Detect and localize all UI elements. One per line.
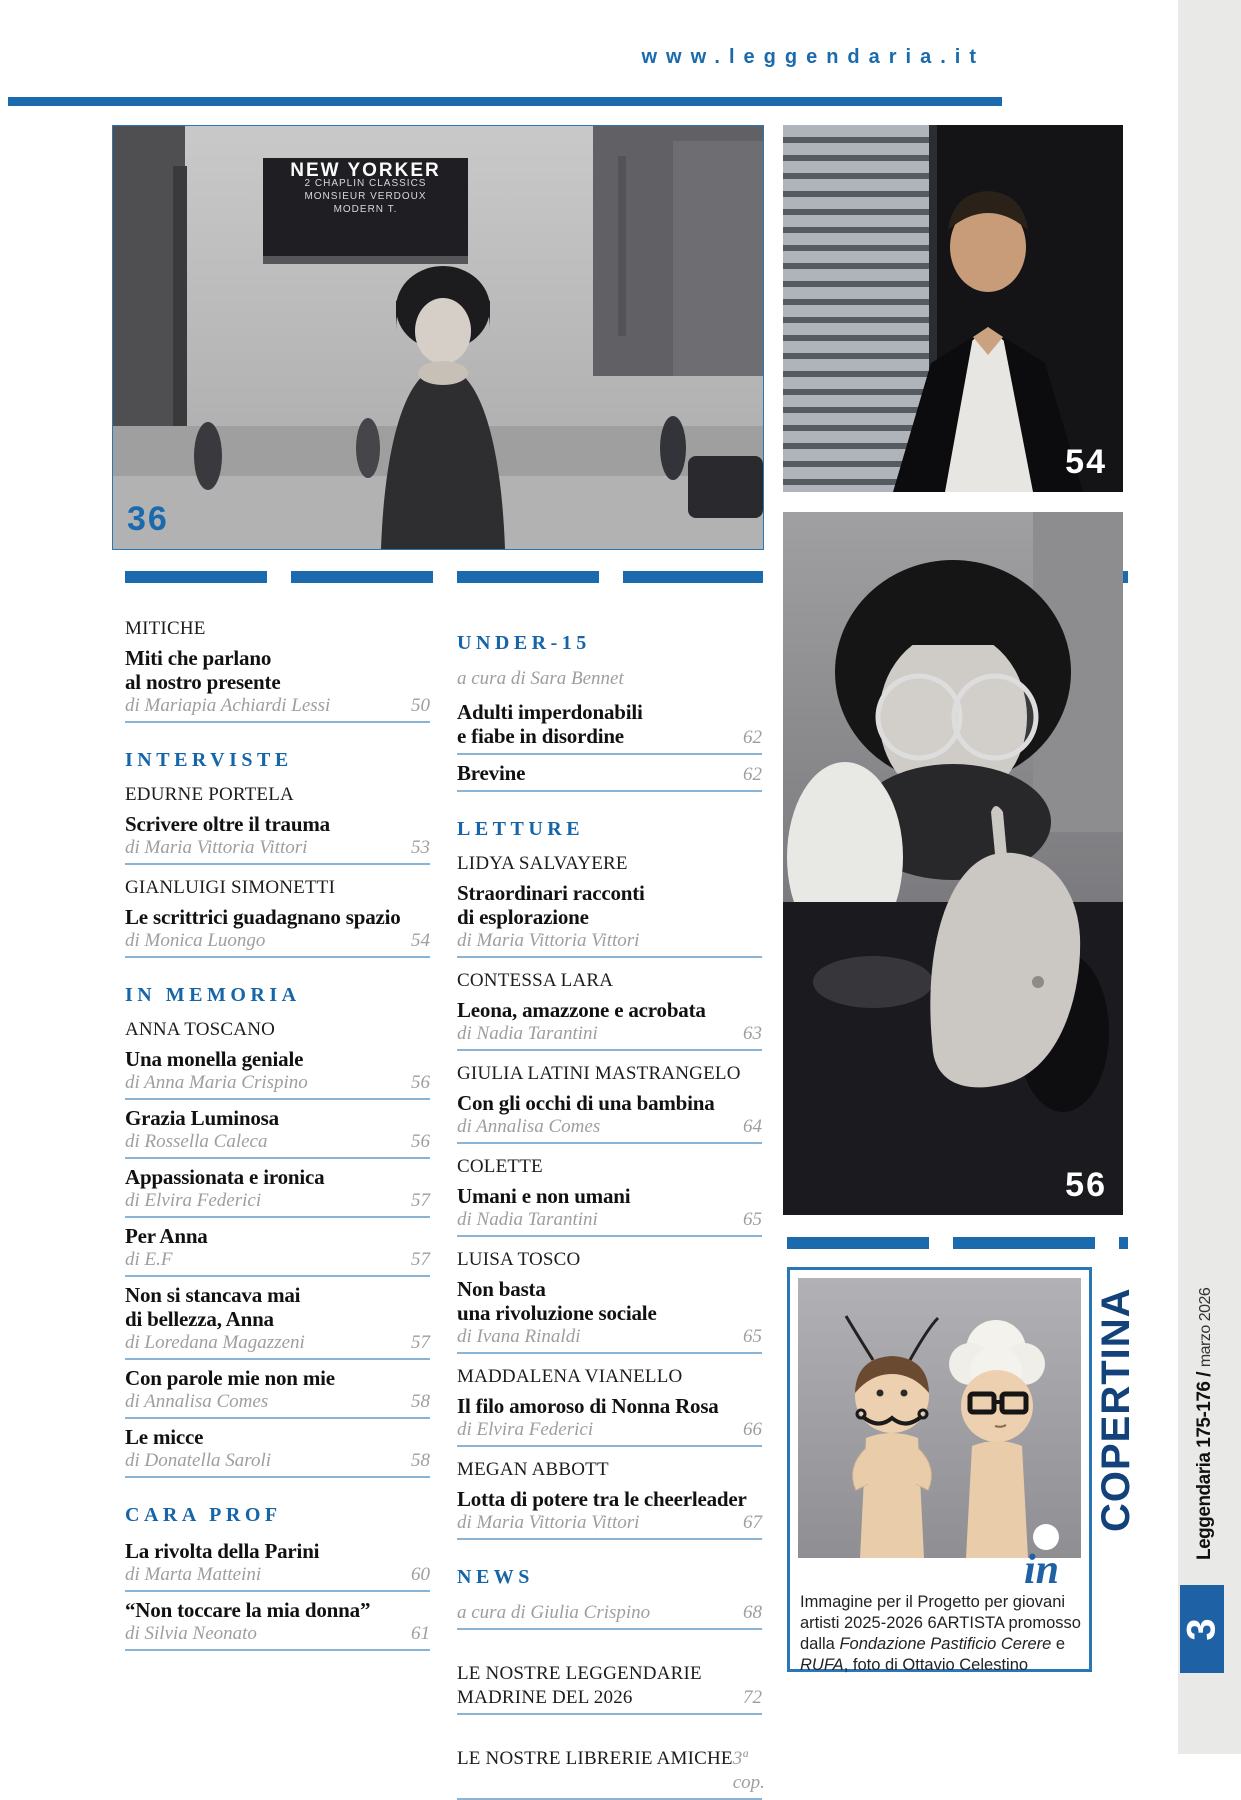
toc-kicker: EDURNE PORTELA bbox=[125, 784, 294, 805]
toc-item-author: di Donatella Saroli bbox=[125, 1450, 272, 1471]
toc-section-header: CARA PROF bbox=[125, 1504, 282, 1526]
toc-item-title: Con parole mie non mie bbox=[125, 1366, 335, 1390]
spine-issue-date: marzo 2026 bbox=[1197, 1287, 1214, 1368]
toc-curator-row bbox=[457, 667, 762, 694]
toc-entry bbox=[125, 1425, 430, 1478]
caption-text: e bbox=[1051, 1635, 1066, 1653]
toc-kicker: MEGAN ABBOTT bbox=[457, 1459, 609, 1480]
marquee-line: NEW YORKER bbox=[290, 160, 441, 181]
toc-kicker: CONTESSA LARA bbox=[457, 970, 614, 991]
toc-item-title: Leona, amazzone e acrobata bbox=[457, 998, 706, 1022]
toc-kicker: LIDYA SALVAYERE bbox=[457, 853, 628, 874]
caption-text: , foto di Ottavio Celestino bbox=[843, 1656, 1029, 1674]
toc-item-title: Brevine bbox=[457, 761, 526, 785]
toc-kicker: GIULIA LATINI MASTRANGELO bbox=[457, 1063, 741, 1084]
toc-kicker: COLETTE bbox=[457, 1156, 543, 1177]
toc-item-author: di Maria Vittoria Vittori bbox=[457, 1512, 640, 1533]
toc-item-title: LE NOSTRE LIBRERIE AMICHE bbox=[457, 1748, 733, 1769]
toc-underline-row bbox=[125, 929, 430, 958]
toc-underline-row bbox=[125, 1189, 430, 1218]
toc-item-title: Straordinari racconti bbox=[457, 881, 645, 905]
dash-row-left bbox=[125, 571, 763, 583]
photo-page-number-36: 36 bbox=[127, 500, 169, 538]
toc-underline-row bbox=[125, 1390, 430, 1419]
toc-underline-row bbox=[125, 694, 430, 723]
toc-item-page: 64 bbox=[743, 1116, 762, 1137]
toc-entry bbox=[125, 812, 430, 865]
toc-item-author: di Mariapia Achiardi Lessi bbox=[125, 695, 331, 716]
toc-kicker: MADDALENA VIANELLO bbox=[457, 1366, 683, 1387]
toc-item-title: Non basta bbox=[457, 1277, 546, 1301]
toc-entry bbox=[125, 1539, 430, 1592]
toc-item-title: Una monella geniale bbox=[125, 1047, 304, 1071]
toc-entry bbox=[457, 1394, 762, 1447]
toc-underline-row bbox=[125, 1248, 430, 1277]
toc-item-page: 62 bbox=[743, 727, 762, 748]
toc-entry bbox=[457, 700, 762, 755]
toc-entry bbox=[457, 1747, 765, 1800]
toc-entry bbox=[125, 1165, 430, 1218]
toc-kicker: LUISA TOSCO bbox=[457, 1249, 581, 1270]
toc-underline-row bbox=[125, 836, 430, 865]
toc-column-middle bbox=[457, 606, 765, 1800]
toc-entry bbox=[457, 998, 762, 1051]
in-logo: in bbox=[1024, 1547, 1060, 1593]
toc-item-page: 66 bbox=[743, 1419, 762, 1440]
toc-column-left bbox=[125, 606, 430, 1651]
toc-item-author: di Anna Maria Crispino bbox=[125, 1072, 308, 1093]
toc-item-page: 67 bbox=[743, 1512, 762, 1533]
caption-text: Immagine per il Progetto per giovani artisti 2025-2026 6ARTISTA promosso dalla bbox=[800, 1593, 1081, 1653]
toc-entry bbox=[125, 1224, 430, 1277]
toc-item-page: 50 bbox=[411, 695, 430, 716]
toc-underline-row bbox=[457, 1686, 762, 1715]
toc-item-page: 53 bbox=[411, 837, 430, 858]
toc-item-page: 57 bbox=[411, 1249, 430, 1270]
toc-item-page: 60 bbox=[411, 1564, 430, 1585]
toc-item-title: Scrivere oltre il trauma bbox=[125, 812, 330, 836]
page-number-box bbox=[1180, 1585, 1224, 1673]
toc-item-author: di Annalisa Comes bbox=[457, 1116, 601, 1137]
toc-item-title: Per Anna bbox=[125, 1224, 208, 1248]
toc-item-page: 63 bbox=[743, 1023, 762, 1044]
toc-item-title: La rivolta della Parini bbox=[125, 1539, 320, 1563]
toc-item-title: Con gli occhi di una bambina bbox=[457, 1091, 715, 1115]
toc-underline-row bbox=[457, 761, 762, 792]
toc-item-title: “Non toccare la mia donna” bbox=[125, 1598, 371, 1622]
toc-entry bbox=[125, 1598, 430, 1651]
toc-item-title: una rivoluzione sociale bbox=[457, 1301, 657, 1325]
caption-italic: RUFA bbox=[800, 1656, 844, 1674]
marquee-line: 2 CHAPLIN CLASSICS bbox=[304, 178, 427, 189]
toc-item-author: di Nadia Tarantini bbox=[457, 1023, 598, 1044]
toc-section-header: INTERVISTE bbox=[125, 749, 293, 771]
toc-item-page: 56 bbox=[411, 1131, 430, 1152]
toc-item-title: Grazia Luminosa bbox=[125, 1106, 279, 1130]
toc-item-page: 56 bbox=[411, 1072, 430, 1093]
copertina-caption bbox=[800, 1592, 1082, 1676]
cinema-marquee bbox=[263, 158, 468, 256]
toc-underline-row bbox=[457, 1208, 762, 1237]
two-toddlers-illustration bbox=[798, 1278, 1081, 1558]
copertina-image bbox=[798, 1278, 1081, 1558]
toc-item-author: di Nadia Tarantini bbox=[457, 1209, 598, 1230]
toc-item-author: di Elvira Federici bbox=[125, 1190, 262, 1211]
toc-item-page: 57 bbox=[411, 1332, 430, 1353]
toc-item-title: Non si stancava mai bbox=[125, 1283, 301, 1307]
toc-item-author: di Elvira Federici bbox=[457, 1419, 594, 1440]
toc-underline-row bbox=[457, 724, 762, 755]
toc-underline-row bbox=[457, 929, 762, 958]
toc-item-page: 58 bbox=[411, 1391, 430, 1412]
toc-item-title: MADRINE DEL 2026 bbox=[457, 1687, 633, 1708]
toc-item-title: Le micce bbox=[125, 1425, 204, 1449]
toc-item-page: 57 bbox=[411, 1190, 430, 1211]
toc-item-title: Miti che parlano bbox=[125, 646, 272, 670]
toc-item-page: 54 bbox=[411, 930, 430, 951]
page-number: 3 bbox=[1179, 1617, 1224, 1641]
toc-item-page: 61 bbox=[411, 1623, 430, 1644]
toc-item-author: di Maria Vittoria Vittori bbox=[125, 837, 308, 858]
toc-underline-row bbox=[457, 1115, 762, 1144]
toc-section-header: LETTURE bbox=[457, 818, 585, 840]
toc-item-page: 58 bbox=[411, 1450, 430, 1471]
photo-page-number-54: 54 bbox=[1065, 443, 1107, 481]
toc-underline-row bbox=[125, 1622, 430, 1651]
toc-underline-row bbox=[125, 1331, 430, 1360]
toc-underline-row bbox=[457, 1022, 762, 1051]
toc-section-header: IN MEMORIA bbox=[125, 984, 301, 1006]
toc-item-title: Appassionata e ironica bbox=[125, 1165, 325, 1189]
toc-kicker: MITICHE bbox=[125, 618, 206, 639]
toc-item-author: di Ivana Rinaldi bbox=[457, 1326, 581, 1347]
toc-entry bbox=[457, 761, 762, 792]
toc-underline-row bbox=[125, 1449, 430, 1478]
caption-italic: Fondazione Pastificio Cerere bbox=[839, 1635, 1052, 1653]
toc-item-title: Umani e non umani bbox=[457, 1184, 631, 1208]
toc-entry bbox=[125, 646, 430, 723]
toc-entry bbox=[125, 1366, 430, 1419]
toc-item-title: Lotta di potere tra le cheerleader bbox=[457, 1487, 747, 1511]
toc-underline-row bbox=[457, 1511, 762, 1540]
toc-item-author: di Rossella Caleca bbox=[125, 1131, 268, 1152]
toc-item-title: Il filo amoroso di Nonna Rosa bbox=[457, 1394, 719, 1418]
toc-entry bbox=[457, 1601, 762, 1630]
toc-underline-row bbox=[457, 1325, 762, 1354]
toc-entry bbox=[125, 905, 430, 958]
photo-street-newyork bbox=[112, 125, 764, 550]
toc-entry bbox=[457, 881, 762, 958]
woman-portrait-illustration bbox=[783, 512, 1123, 1215]
toc-curator: a cura di Giulia Crispino bbox=[457, 1602, 651, 1623]
toc-item-page: 65 bbox=[743, 1209, 762, 1230]
marquee-line: MONSIEUR VERDOUX bbox=[304, 191, 427, 202]
copertina-vertical-label: COPERTINA bbox=[1094, 1287, 1138, 1532]
toc-entry bbox=[457, 1487, 762, 1540]
toc-item-page: 68 bbox=[743, 1602, 762, 1623]
toc-underline-row bbox=[457, 1747, 765, 1800]
toc-section-header: NEWS bbox=[457, 1566, 534, 1588]
toc-underline-row bbox=[125, 1130, 430, 1159]
dash-row-copertina bbox=[787, 1237, 1128, 1249]
toc-underline-row bbox=[125, 1563, 430, 1592]
toc-entry bbox=[457, 1662, 762, 1715]
toc-item-author: di Marta Matteini bbox=[125, 1564, 262, 1585]
toc-entry bbox=[457, 667, 762, 694]
man-portrait-illustration bbox=[783, 125, 1123, 492]
toc-entry bbox=[457, 1184, 762, 1237]
toc-item-author: di Silvia Neonato bbox=[125, 1623, 257, 1644]
toc-entry bbox=[125, 1106, 430, 1159]
toc-kicker: ANNA TOSCANO bbox=[125, 1019, 276, 1040]
photo-woman-glasses bbox=[783, 512, 1123, 1215]
photo-man-portrait bbox=[783, 125, 1123, 492]
toc-item-title: Le scrittrici guadagnano spazio bbox=[125, 905, 401, 929]
spine-issue-text bbox=[1194, 1288, 1216, 1560]
toc-item-author: di Loredana Magazzeni bbox=[125, 1332, 305, 1353]
magazine-url: www.leggendaria.it bbox=[641, 46, 985, 68]
toc-item-page: 72 bbox=[743, 1687, 762, 1708]
toc-underline-row bbox=[457, 1418, 762, 1447]
copertina-box bbox=[787, 1267, 1092, 1672]
toc-item-title: al nostro presente bbox=[125, 670, 281, 694]
toc-item-author: di Annalisa Comes bbox=[125, 1391, 269, 1412]
toc-curator-row bbox=[457, 1601, 762, 1630]
toc-spacer bbox=[457, 1630, 762, 1656]
spine-issue-number: Leggendaria 175-176 / bbox=[1194, 1367, 1215, 1560]
toc-entry bbox=[457, 1091, 762, 1144]
toc-item-page: 65 bbox=[743, 1326, 762, 1347]
top-blue-rule bbox=[8, 97, 1002, 106]
toc-item-page: 3ª cop. bbox=[732, 1748, 765, 1793]
toc-item-title: di bellezza, Anna bbox=[125, 1307, 274, 1331]
toc-spacer bbox=[457, 1715, 762, 1741]
toc-item-page: 62 bbox=[743, 764, 762, 785]
toc-item-author: di Maria Vittoria Vittori bbox=[457, 930, 640, 951]
toc-entry bbox=[457, 1277, 762, 1354]
toc-item-title: LE NOSTRE LEGGENDARIE bbox=[457, 1663, 702, 1684]
toc-item-author: di Monica Luongo bbox=[125, 930, 266, 951]
toc-entry bbox=[125, 1047, 430, 1100]
toc-entry bbox=[125, 1283, 430, 1360]
toc-section-header: UNDER-15 bbox=[457, 632, 591, 654]
toc-kicker: GIANLUIGI SIMONETTI bbox=[125, 877, 336, 898]
toc-item-title: Adulti imperdonabili bbox=[457, 700, 643, 724]
toc-item-title: di esplorazione bbox=[457, 905, 589, 929]
photo-page-number-56: 56 bbox=[1065, 1166, 1107, 1204]
toc-curator: a cura di Sara Bennet bbox=[457, 668, 624, 689]
toc-item-title: e fiabe in disordine bbox=[457, 724, 624, 748]
toc-item-author: di E.F bbox=[125, 1249, 173, 1270]
marquee-line: MODERN T. bbox=[333, 204, 398, 215]
toc-underline-row bbox=[125, 1071, 430, 1100]
